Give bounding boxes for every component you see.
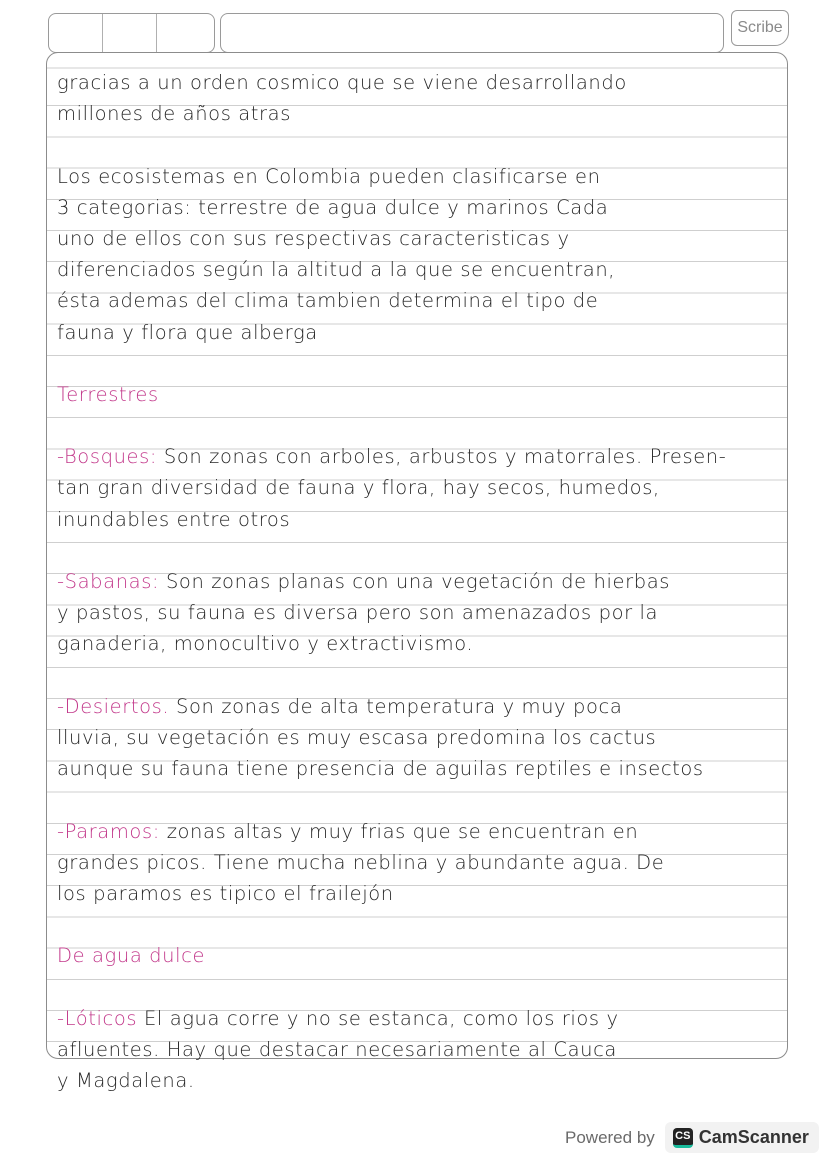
brand-logo: Scribe [731, 10, 789, 46]
note-line [57, 784, 777, 815]
line-text: los paramos es tipico el frailejón [57, 881, 394, 905]
line-text: aunque su fauna tiene presencia de aguilas reptiles e insectos [57, 757, 704, 781]
note-line [57, 722, 777, 753]
note-line [57, 129, 777, 160]
note-line [57, 67, 777, 98]
date-cells [48, 13, 215, 53]
line-text: Son zonas con arboles, arbustos y matorrales. Presen- [157, 445, 727, 469]
note-line [57, 254, 777, 285]
note-line [57, 504, 777, 535]
note-line [57, 1034, 777, 1065]
note-line [57, 971, 777, 1002]
camscanner-badge[interactable] [665, 1122, 819, 1153]
line-text: diferenciados según la altitud a la que se encuentran, [57, 258, 616, 282]
note-line [57, 566, 777, 597]
line-text: inundables entre otros [57, 507, 291, 531]
section-heading: De agua dulce [57, 944, 206, 968]
line-text: y pastos, su fauna es diversa pero son amenazados por la [57, 601, 659, 625]
note-line [57, 597, 777, 628]
section-heading: Terrestres [57, 382, 159, 406]
line-text: ésta ademas del clima tambien determina el tipo de [57, 289, 599, 313]
line-text: y Magdalena. [57, 1069, 195, 1092]
note-line [57, 223, 777, 254]
line-text: Son zonas de alta temperatura y muy poca [169, 694, 623, 718]
line-text: millones de años atras [57, 102, 291, 126]
watermark-footer [565, 1122, 819, 1153]
handwritten-notes [57, 67, 777, 1096]
note-line [57, 98, 777, 129]
note-line [57, 410, 777, 441]
note-line [57, 317, 777, 348]
term-label: -Desiertos. [57, 694, 170, 718]
line-text: zonas altas y muy frias que se encuentran en [159, 819, 639, 843]
term-label: -Lóticos [57, 1006, 138, 1030]
note-line [57, 348, 777, 379]
line-text: lluvia, su vegetación es muy escasa predomina los cactus [57, 725, 657, 749]
line-text: gracias a un orden cosmico que se viene desarrollando [57, 71, 627, 94]
line-text: fauna y flora que alberga [57, 320, 318, 344]
note-line [57, 816, 777, 847]
line-text: ganaderia, monocultivo y extractivismo. [57, 632, 474, 656]
date-divider [156, 14, 157, 52]
line-text: grandes picos. Tiene mucha neblina y abundante agua. De [57, 850, 665, 874]
camscanner-name: CamScanner [698, 1127, 809, 1147]
notebook-page [46, 52, 788, 1092]
note-line [57, 878, 777, 909]
note-line [57, 660, 777, 691]
note-line [57, 285, 777, 316]
note-line [57, 1065, 777, 1096]
note-line [57, 628, 777, 659]
note-line [57, 909, 777, 940]
line-text: afluentes. Hay que destacar necesariamente al Cauca [57, 1037, 617, 1061]
term-label: -Paramos: [57, 819, 160, 843]
note-line [57, 847, 777, 878]
line-text: 3 categorias: terrestre de agua dulce y marinos Cada [57, 195, 609, 219]
line-text: uno de ellos con sus respectivas caracteristicas y [57, 226, 570, 250]
line-text: Son zonas planas con una vegetación de hierbas [159, 570, 671, 593]
line-text: tan gran diversidad de fauna y flora, hay secos, humedos, [57, 476, 660, 500]
note-line [57, 691, 777, 722]
powered-by-text: Powered by [565, 1127, 655, 1147]
note-line [57, 192, 777, 223]
line-text: Los ecosistemas en Colombia pueden clasificarse en [57, 164, 601, 188]
note-line [57, 535, 777, 566]
line-text: El agua corre y no se estanca, como los rios y [137, 1006, 619, 1030]
note-line [57, 753, 777, 784]
note-line [57, 472, 777, 503]
camscanner-logo-icon: CS [673, 1128, 693, 1148]
date-divider [102, 14, 103, 52]
term-label: -Bosques: [57, 445, 158, 469]
note-line [57, 161, 777, 192]
note-line [57, 441, 777, 472]
term-label: -Sabanas: [57, 570, 160, 593]
note-line [57, 1003, 777, 1034]
title-field [220, 13, 724, 53]
